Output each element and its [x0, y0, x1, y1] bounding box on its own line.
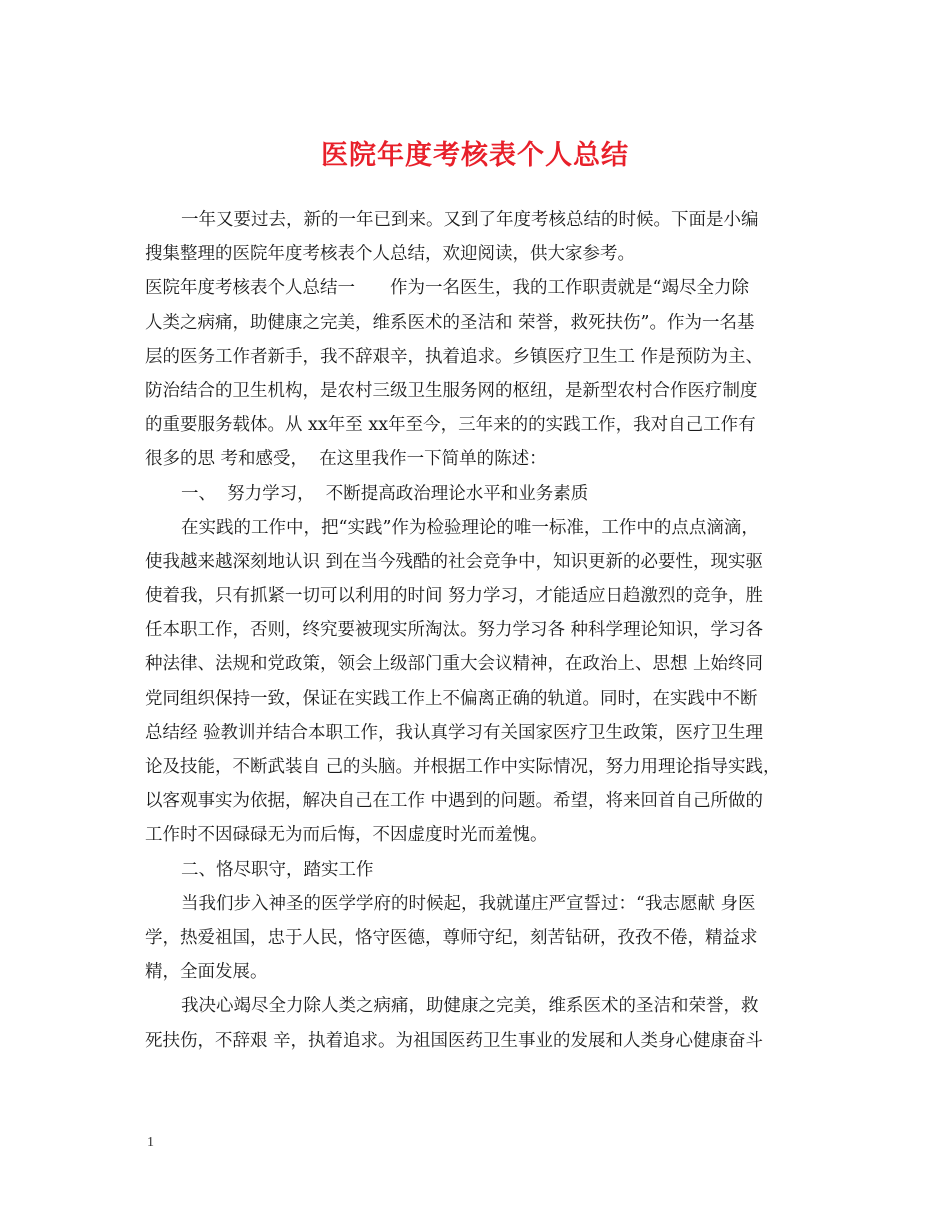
body-line: 当我们步入神圣的医学学府的时候起，我就谨庄严宣誓过：“我志愿献 身医: [181, 893, 756, 914]
body-line: 党同组织保持一致，保证在实践工作上不偏离正确的轨道。同时，在实践中不断: [145, 688, 758, 709]
section-heading: 二、恪尽职守，踏实工作: [181, 859, 374, 880]
document-title: 医院年度考核表个人总结: [321, 140, 629, 171]
body-line: 很多的思 考和感受， 在这里我作一下简单的陈述：: [145, 449, 547, 470]
body-line: 种法律、法规和党政策，领会上级部门重大会议精神，在政治上、思想 上始终同: [145, 654, 764, 675]
body-line: 任本职工作，否则，终究要被现实所淘汰。努力学习各 种科学理论知识，学习各: [145, 620, 764, 641]
document-body: [145, 203, 815, 1058]
body-line: 死扶伤，不辞艰 辛，执着追求。为祖国医药卫生事业的发展和人类身心健康奋斗: [145, 1030, 764, 1051]
body-line: 使我越来越深刻地认识 到在当今残酷的社会竞争中，知识更新的必要性，现实驱: [145, 551, 764, 572]
body-line: 一年又要过去，新的一年已到来。又到了年度考核总结的时候。下面是小编: [181, 210, 759, 230]
body-line: 使着我，只有抓紧一切可以利用的时间 努力学习，才能适应日趋激烈的竞争，胜: [145, 586, 764, 607]
body-line: 搜集整理的医院年度考核表个人总结，欢迎阅读，供大家参考。: [145, 244, 635, 265]
body-line: 我决心竭尽全力除人类之病痛，助健康之完美，维系医术的圣洁和荣誉，救: [181, 996, 759, 1017]
body-line: 防治结合的卫生机构，是农村三级卫生服务网的枢纽，是新型农村合作医疗制度: [145, 380, 758, 401]
body-line: 总结经 验教训并结合本职工作，我认真学习有关国家医疗卫生政策，医疗卫生理: [145, 722, 764, 743]
body-line: 的重要服务载体。从 xx年至 xx年至今，三年来的的实践工作，我对自己工作有: [145, 415, 756, 436]
page-number: 1: [147, 1135, 154, 1150]
body-line: 工作时不因碌碌无为而后悔，不因虚度时光而羞愧。: [145, 825, 548, 846]
body-line: 医院年度考核表个人总结一 作为一名医生，我的工作职责就是“竭尽全力除: [145, 278, 749, 299]
body-line: 以客观事实为依据，解决自己在工作 中遇到的问题。希望，将来回首自己所做的: [145, 791, 764, 812]
body-line: 论及技能，不断武装自 己的头脑。并根据工作中实际情况，努力用理论指导实践，: [145, 757, 781, 777]
body-line: 人类之病痛，助健康之完美，维系医术的圣洁和 荣誉，救死扶伤”。作为一名基: [145, 312, 755, 333]
body-line: 在实践的工作中，把“实践”作为检验理论的唯一标准，工作中的点点滴滴，: [181, 517, 759, 538]
body-line: 学，热爱祖国，忠于人民，恪守医德，尊师守纪，刻苦钻研，孜孜不倦，精益求: [145, 927, 758, 948]
body-line: 精，全面发展。: [145, 962, 268, 983]
section-heading: 一、 努力学习， 不断提高政治理论水平和业务素质: [181, 483, 589, 504]
body-line: 层的医务工作者新手，我不辞艰辛，执着追求。乡镇医疗卫生工 作是预防为主、: [145, 346, 764, 367]
